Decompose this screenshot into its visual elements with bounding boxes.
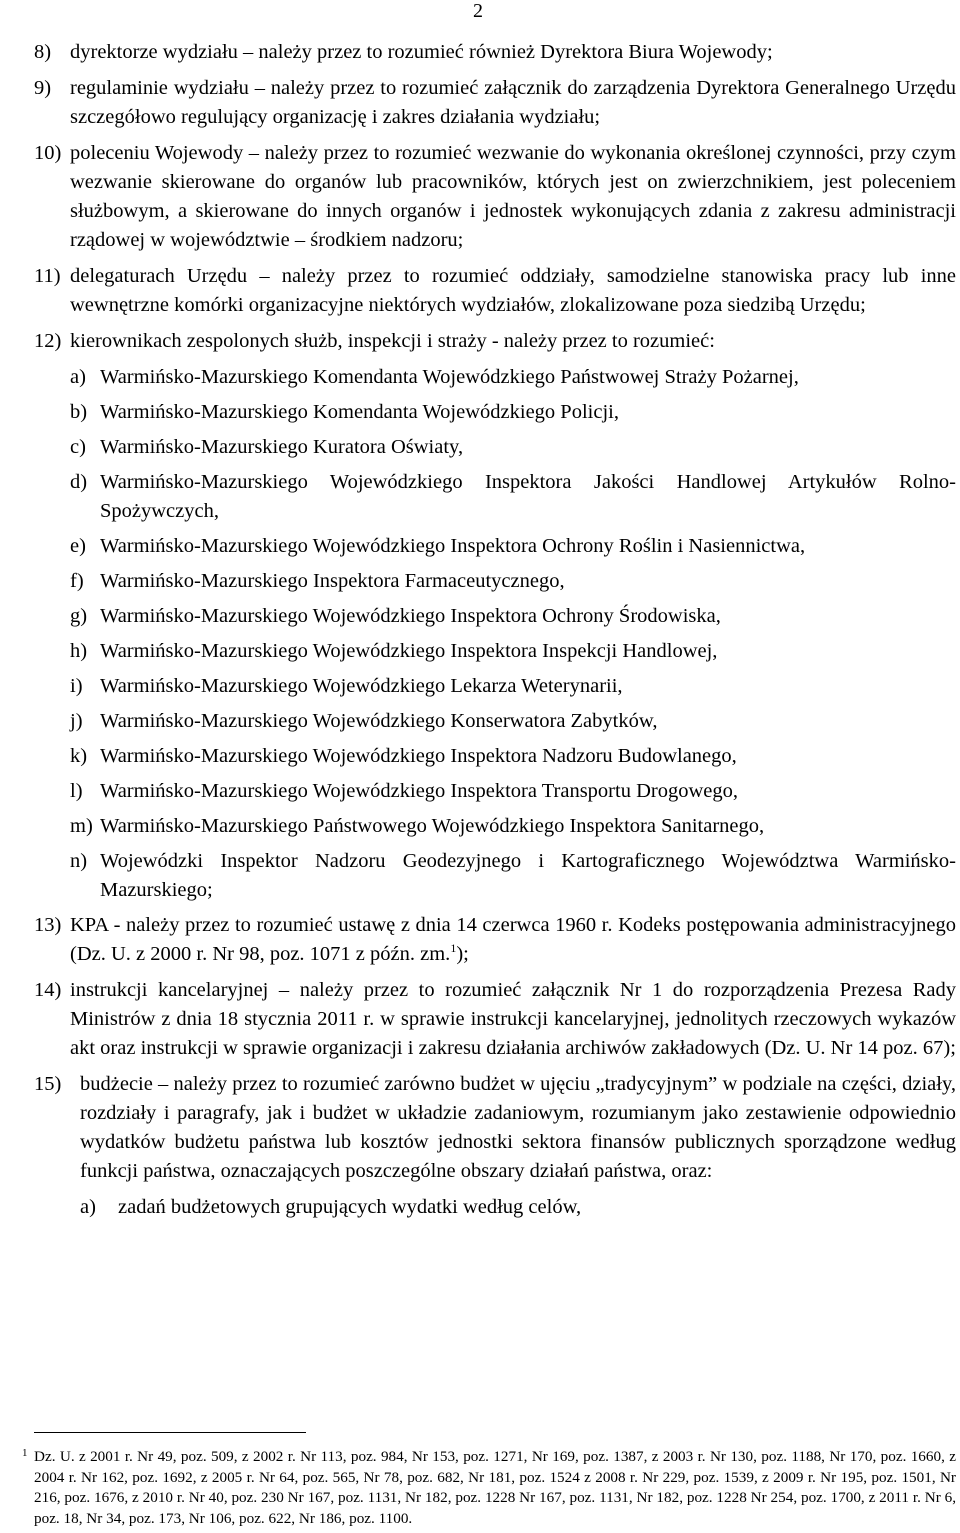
footnote-reference: 1: [450, 941, 457, 956]
sublist-letter: c): [70, 436, 86, 458]
item-text: delegaturach Urzędu – należy przez to rozumieć oddziały, samodzielne stanowiska pracy lub inne wewnętrzne komórki organizacyjne niektórych wydziałów, zlokalizowane poza siedzibą Urzędu;: [70, 265, 956, 316]
sublist-text: Warmińsko-Mazurskiego Wojewódzkiego Inspektora Ochrony Środowiska,: [100, 605, 721, 627]
sublist-item: [34, 742, 956, 771]
sublist-letter: a): [80, 1196, 96, 1218]
sublist-item: [34, 567, 956, 596]
sublist-letter: a): [70, 366, 86, 388]
list-item-15: [34, 1070, 956, 1186]
item-number: 10): [34, 142, 62, 164]
item-number: 13): [34, 914, 62, 936]
sublist-text: Warmińsko-Mazurskiego Wojewódzkiego Inspektora Nadzoru Budowlanego,: [100, 745, 737, 767]
item-text: budżecie – należy przez to rozumieć zarówno budżet w ujęciu „tradycyjnym” w podziale na części, działy, rozdziały i paragrafy, jak i budżet w układzie zadaniowym, rozumianym jako zestawienie odpowiednio wydatków budżetu państwa lub kosztów jednostki sektora finansów publicznych sporządzone według funkcji państwa, oznaczających poszczególne obszary działań państwa, oraz:: [80, 1073, 956, 1182]
sublist-letter: b): [70, 401, 88, 423]
list-item-12: [34, 327, 956, 356]
item-number: 14): [34, 979, 62, 1001]
item-text: KPA - należy przez to rozumieć ustawę z dnia 14 czerwca 1960 r. Kodeks postępowania administracyjnego (Dz. U. z 2000 r. Nr 98, poz. 1071 z późn. zm.: [70, 914, 956, 965]
sublist-letter: n): [70, 850, 88, 872]
sublist-item: [34, 363, 956, 392]
list-item-14: [34, 976, 956, 1063]
sublist-item: [34, 812, 956, 841]
footnote-text: Dz. U. z 2001 r. Nr 49, poz. 509, z 2002 r. Nr 113, poz. 984, Nr 153, poz. 1271, Nr 169, poz. 1387, z 2003 r. Nr 130, poz. 1188, Nr 170, poz. 1660, z 2004 r. Nr 162, poz. 1692, z 2005 r. Nr 64, poz. 565, Nr 78, poz. 682, Nr 181, poz. 1524 z 2008 r. Nr 229, poz. 1539, z 2009 r. Nr 195, poz. 1501, Nr 216, poz. 1676, z 2010 r. Nr 40, poz. 230 Nr 167, poz. 1131, Nr 182, poz. 1228 Nr 167, poz. 1131, Nr 182, poz. 1228 Nr 254, poz. 1700, z 2011 r. Nr 6, poz. 18, Nr 34, poz. 173, Nr 106, poz. 622, Nr 186, poz. 1100.: [34, 1448, 956, 1527]
footnote-mark: 1: [22, 1447, 28, 1459]
sublist-letter: e): [70, 535, 86, 557]
sublist-item: [34, 637, 956, 666]
sublist-text: Warmińsko-Mazurskiego Wojewódzkiego Inspektora Transportu Drogowego,: [100, 780, 738, 802]
sublist-letter: f): [70, 570, 84, 592]
sublist-text: Warmińsko-Mazurskiego Inspektora Farmaceutycznego,: [100, 570, 565, 592]
sublist-item: [34, 672, 956, 701]
footnote-separator: [34, 1432, 306, 1433]
sublist-letter: m): [70, 815, 93, 837]
sublist-letter: j): [70, 710, 83, 732]
sublist-letter: k): [70, 745, 88, 767]
sublist-text: Warmińsko-Mazurskiego Wojewódzkiego Inspektora Inspekcji Handlowej,: [100, 640, 718, 662]
sublist-item: [34, 847, 956, 905]
sublist-letter: l): [70, 780, 83, 802]
sublist-letter: g): [70, 605, 88, 627]
page-number: 2: [473, 0, 483, 22]
sublist-text: Warmińsko-Mazurskiego Państwowego Wojewódzkiego Inspektora Sanitarnego,: [100, 815, 765, 837]
sublist-text: Warmińsko-Mazurskiego Wojewódzkiego Inspektora Jakości Handlowej Artykułów Rolno-Spożywczych,: [100, 471, 956, 522]
sublist-text: Warmińsko-Mazurskiego Wojewódzkiego Inspektora Ochrony Roślin i Nasiennictwa,: [100, 535, 806, 557]
sublist-text: Warmińsko-Mazurskiego Komendanta Wojewódzkiego Policji,: [100, 401, 619, 423]
sublist-text: Warmińsko-Mazurskiego Komendanta Wojewódzkiego Państwowej Straży Pożarnej,: [100, 366, 799, 388]
item-number: 9): [34, 77, 52, 99]
sublist-text: Wojewódzki Inspektor Nadzoru Geodezyjnego i Kartograficznego Województwa Warmińsko-Mazurskiego;: [100, 850, 956, 901]
sublist-text: Warmińsko-Mazurskiego Wojewódzkiego Konserwatora Zabytków,: [100, 710, 658, 732]
item-number: 15): [34, 1073, 62, 1095]
sublist-item: [34, 707, 956, 736]
item-number: 12): [34, 330, 62, 352]
item-text: regulaminie wydziału – należy przez to rozumieć załącznik do zarządzenia Dyrektora Generalnego Urzędu szczegółowo regulujący organizację i zakres działania wydziału;: [70, 77, 956, 128]
sublist-item: [34, 602, 956, 631]
list-item-9: [34, 74, 956, 132]
sublist-letter: d): [70, 471, 88, 493]
sublist-item: [34, 1193, 956, 1222]
footnote-body: [22, 1447, 956, 1527]
sublist-text: zadań budżetowych grupujących wydatki według celów,: [118, 1196, 582, 1218]
item-number: 11): [34, 265, 61, 287]
footnote: [22, 1447, 956, 1529]
list-item-13: [34, 911, 956, 969]
sublist-item: [34, 398, 956, 427]
sublist-12: [34, 363, 956, 905]
item-number: 8): [34, 41, 52, 63]
sublist-item: [34, 532, 956, 561]
sublist-item: [34, 433, 956, 462]
item-text-end: );: [456, 943, 469, 965]
definitions-list: [34, 38, 956, 1228]
list-item-8: [34, 38, 956, 67]
sublist-text: Warmińsko-Mazurskiego Wojewódzkiego Lekarza Weterynarii,: [100, 675, 623, 697]
list-item-11: [34, 262, 956, 320]
sublist-letter: i): [70, 675, 83, 697]
sublist-15: [34, 1193, 956, 1222]
sublist-item: [34, 468, 956, 526]
item-text: instrukcji kancelaryjnej – należy przez to rozumieć załącznik Nr 1 do rozporządzenia Prezesa Rady Ministrów z dnia 18 stycznia 2011 r. w sprawie instrukcji kancelaryjnej, jednolitych rzeczowych wykazów akt oraz instrukcji w sprawie organizacji i zakresu działania archiwów zakładowych (Dz. U. Nr 14 poz. 67);: [70, 979, 956, 1059]
sublist-item: [34, 777, 956, 806]
item-text: dyrektorze wydziału – należy przez to rozumieć również Dyrektora Biura Wojewody;: [70, 41, 773, 63]
item-text: poleceniu Wojewody – należy przez to rozumieć wezwanie do wykonania określonej czynności, przy czym wezwanie skierowane do organów lub pracowników, których jest on zwierzchnikiem, jest poleceniem służbowym, a skierowane do innych organów i jednostek wykonujących zdania z zakresu administracji rządowej w województwie – środkiem nadzoru;: [70, 142, 956, 251]
item-text: kierownikach zespolonych służb, inspekcji i straży - należy przez to rozumieć:: [70, 330, 715, 352]
sublist-letter: h): [70, 640, 88, 662]
list-item-10: [34, 139, 956, 255]
sublist-text: Warmińsko-Mazurskiego Kuratora Oświaty,: [100, 436, 464, 458]
